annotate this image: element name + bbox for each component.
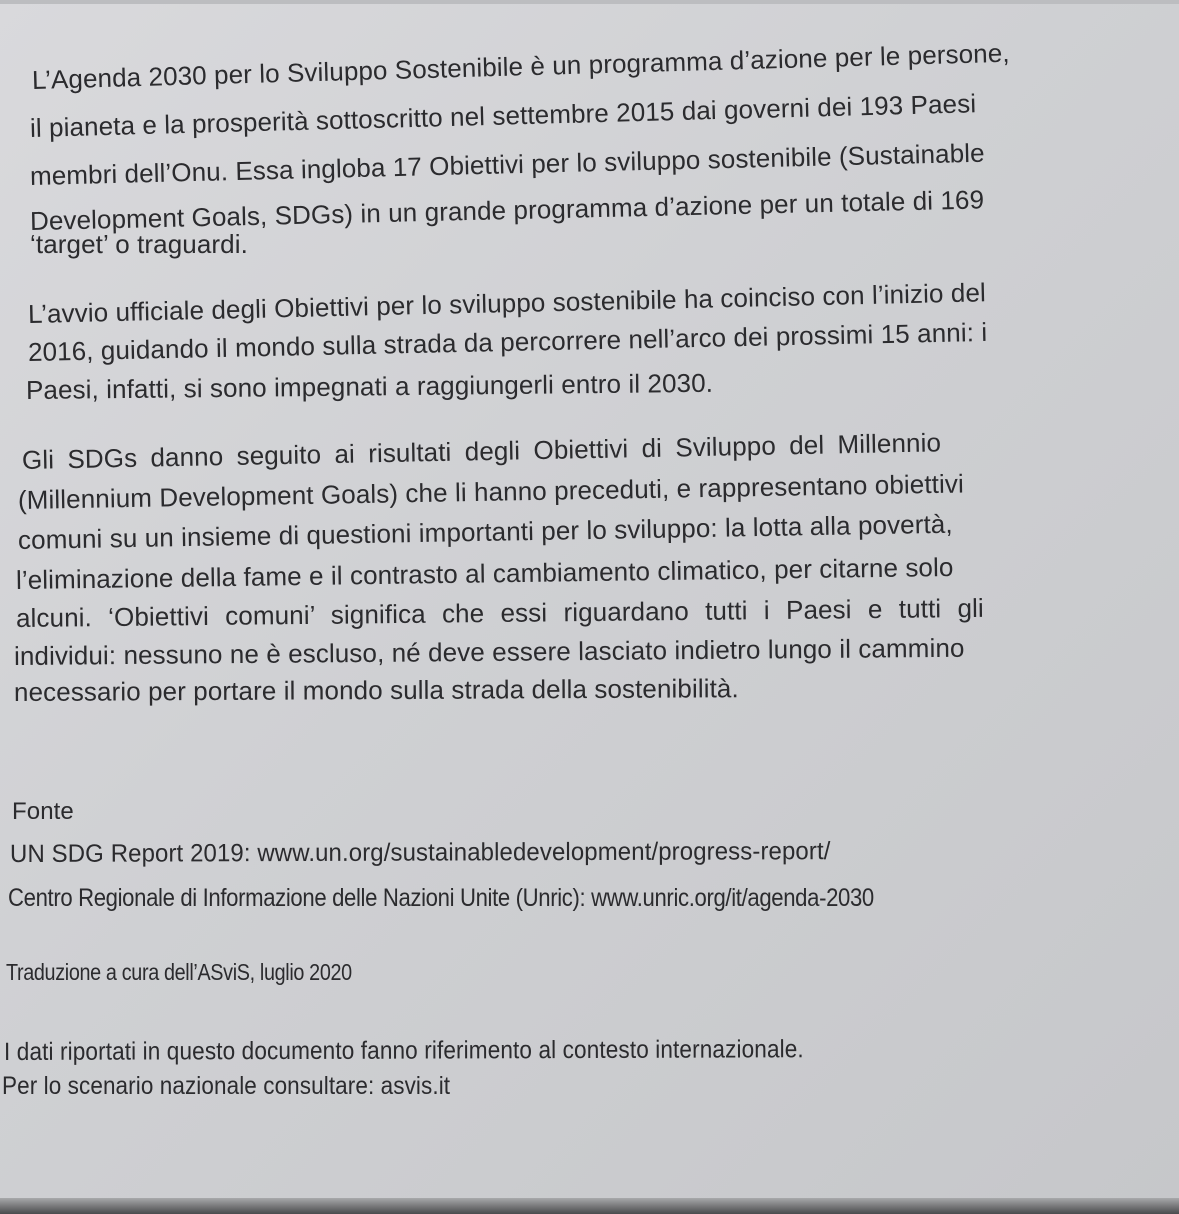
paragraph-line: il pianeta e la prosperità sottoscritto nel settembre 2015 dai governi dei 193 Paesi — [29, 88, 977, 143]
sources-heading: Fonte — [12, 798, 74, 825]
paragraph-line: L’avvio ufficiale degli Obiettivi per lo sviluppo sostenibile ha coinciso con l’inizio del — [27, 277, 987, 329]
paragraph-line: necessario per portare il mondo sulla strada della sostenibilità. — [13, 673, 739, 707]
paragraph-line: individui: nessuno ne è escluso, né deve essere lasciato indietro lungo il cammino — [13, 632, 965, 671]
paragraph-line: membri dell’Onu. Essa ingloba 17 Obiettivi per lo sviluppo sostenibile (Sustainable — [29, 137, 986, 191]
paragraph-line: (Millennium Development Goals) che li hanno preceduti, e rappresentano obiettivi — [17, 468, 965, 515]
paragraph-line: 2016, guidando il mondo sulla strada da percorrere nell’arco dei prossimi 15 anni: i — [27, 316, 988, 367]
paragraph-line: Development Goals, SDGs) in un grande programma d’azione per un totale di 169 — [29, 184, 985, 236]
paragraph-line: ‘target’ o traguardi. — [30, 229, 248, 259]
paragraph-line: L’Agenda 2030 per lo Sviluppo Sostenibile è un programma d’azione per le persone, — [31, 37, 1011, 95]
paragraph-line: Paesi, infatti, si sono impegnati a raggiungerli entro il 2030. — [25, 367, 714, 405]
paragraph-line: comuni su un insieme di questioni importanti per lo sviluppo: la lotta alla povertà, — [17, 508, 953, 555]
paragraph-line: alcuni. ‘Obiettivi comuni’ significa che essi riguardano tutti i Paesi e tutti gli — [15, 592, 984, 633]
footer-note: Per lo scenario nazionale consultare: asvis.it — [2, 1072, 451, 1100]
paragraph-line: Gli SDGs danno seguito ai risultati degli Obiettivi di Sviluppo del Millennio — [21, 427, 942, 475]
footer-note: I dati riportati in questo documento fanno riferimento al contesto internazionale. — [3, 1035, 804, 1066]
source-item: UN SDG Report 2019: www.un.org/sustainabledevelopment/progress-report/ — [9, 837, 831, 868]
source-item: Centro Regionale di Informazione delle Nazioni Unite (Unric): www.unric.org/it/agenda-2030 — [8, 884, 874, 912]
paper-bottom-edge — [0, 1198, 1179, 1214]
translation-note: Traduzione a cura dell’ASviS, luglio 2020 — [6, 959, 352, 985]
paragraph-line: l’eliminazione della fame e il contrasto al cambiamento climatico, per citarne solo — [15, 551, 954, 595]
